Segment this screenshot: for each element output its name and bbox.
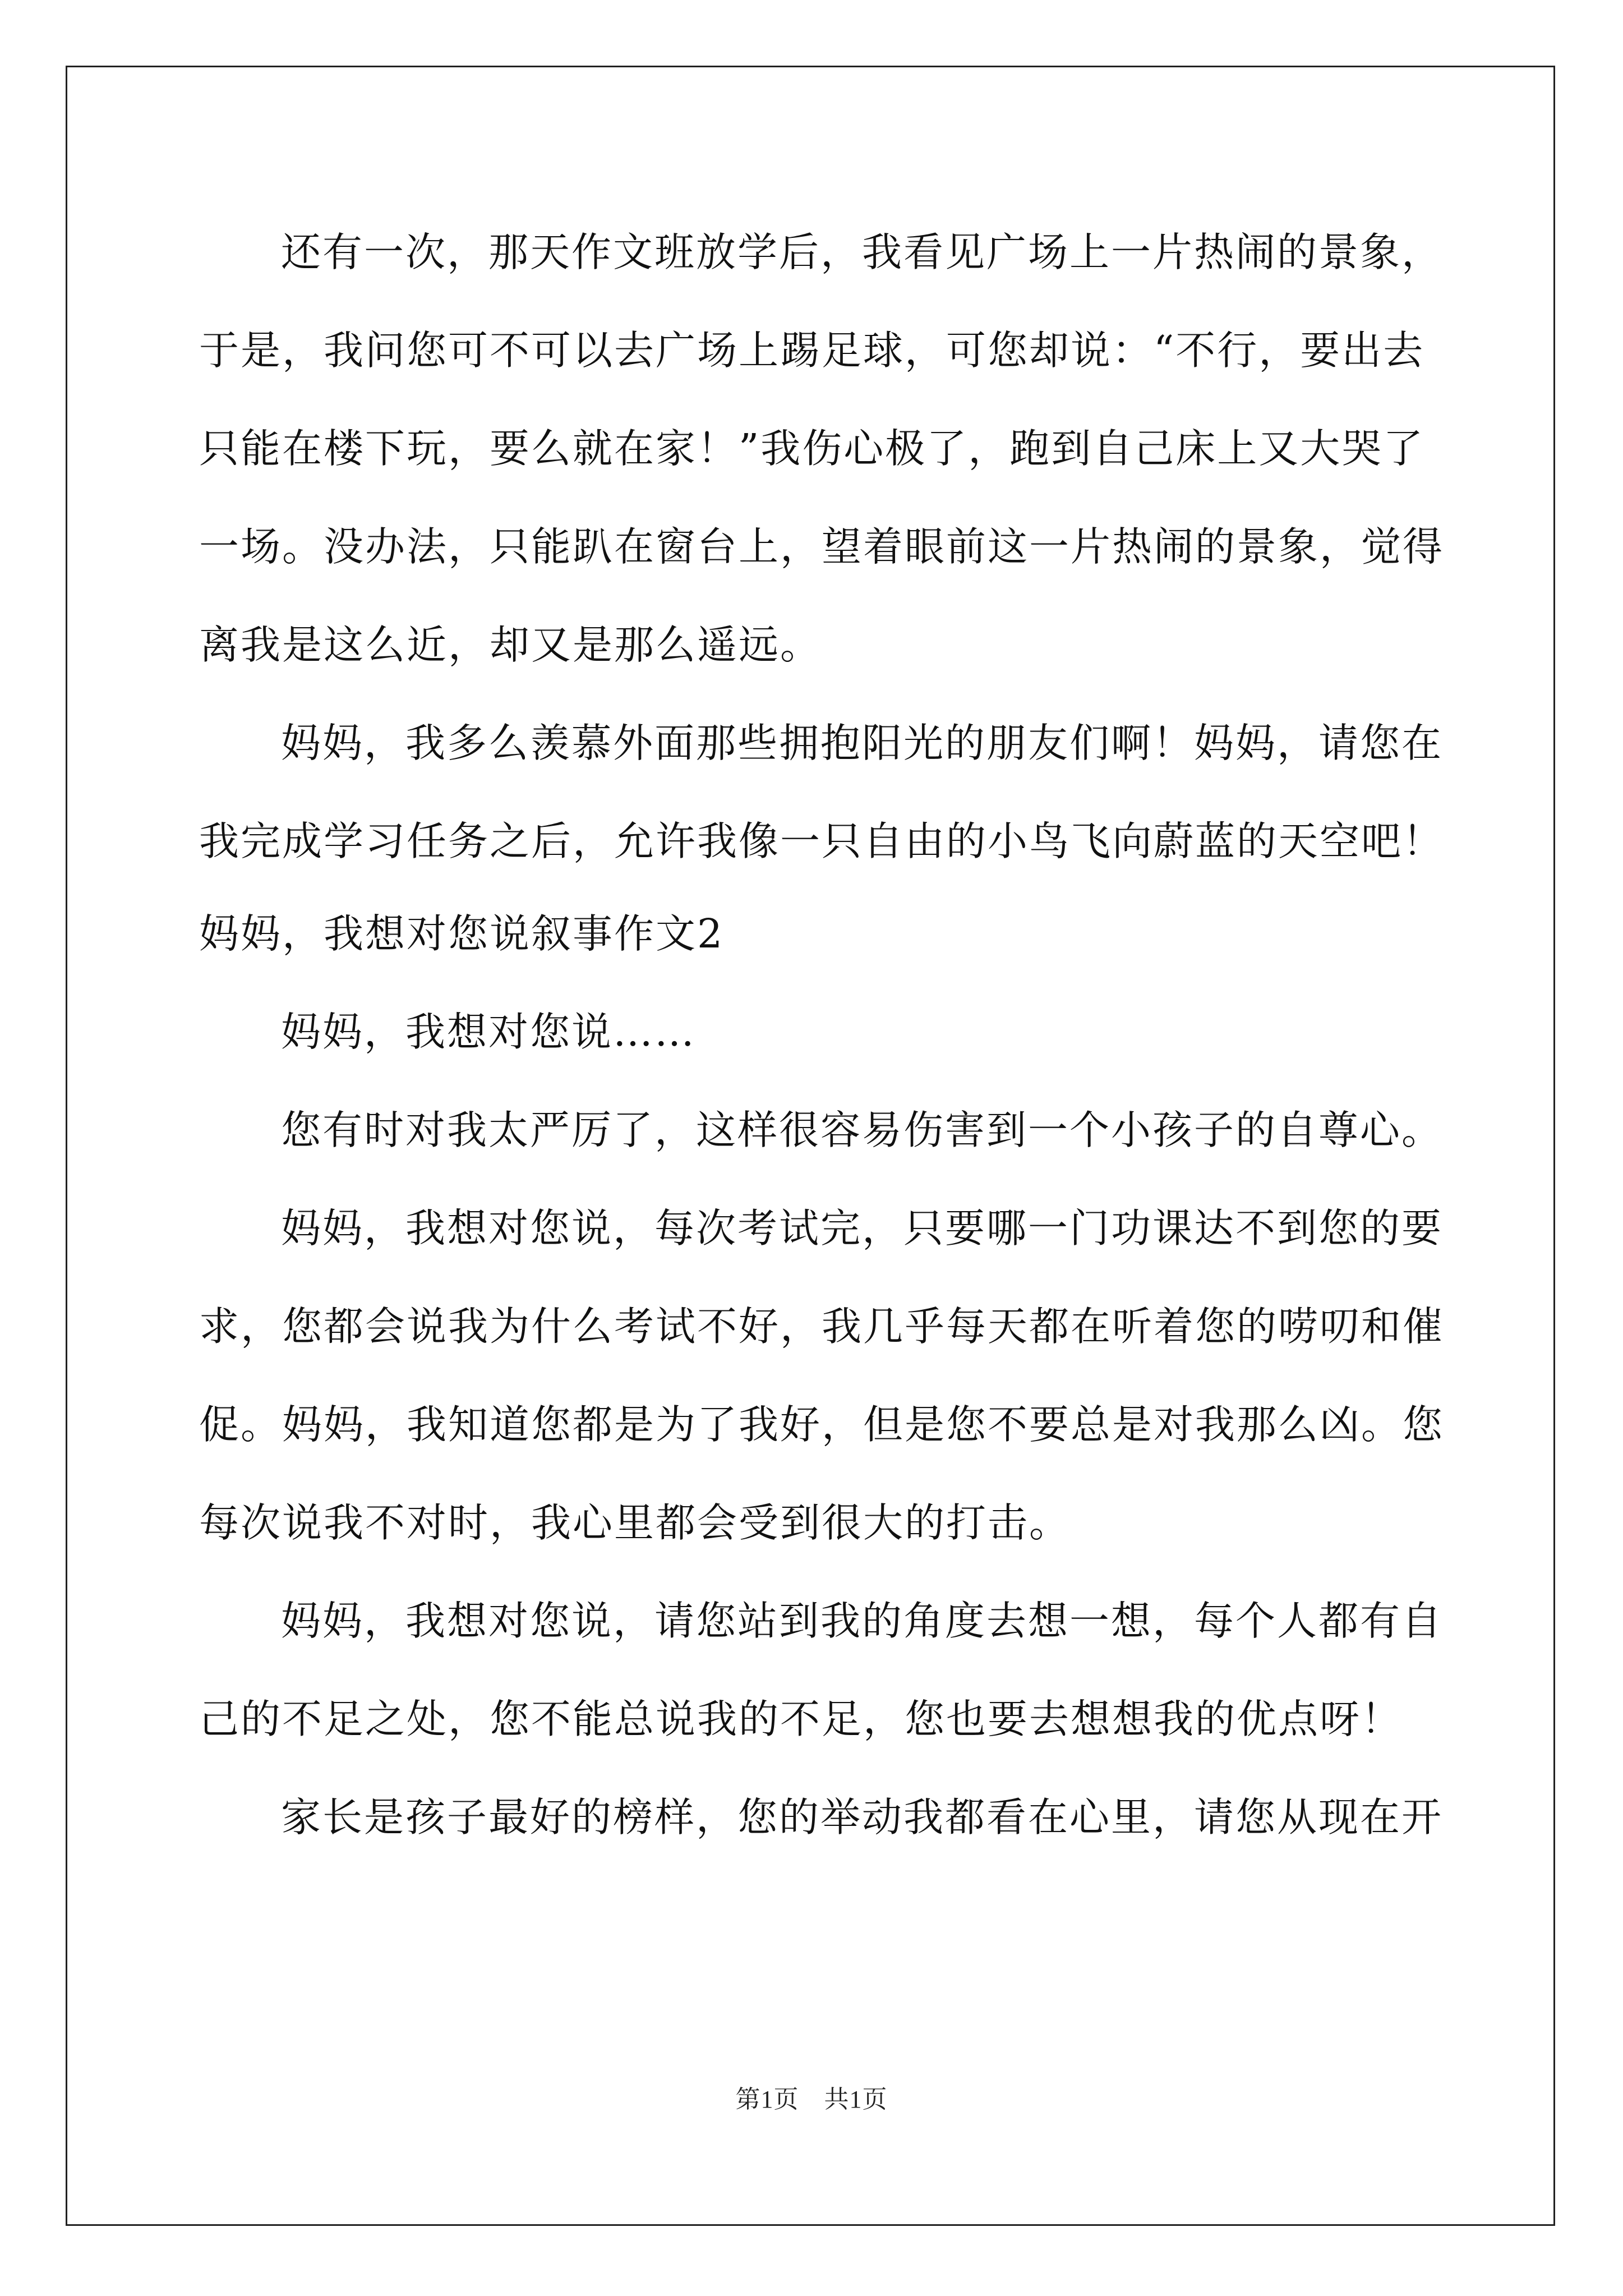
paragraph-line: 促。妈妈，我知道您都是为了我好，但是您不要总是对我那么凶。您 xyxy=(199,1401,1445,1448)
paragraph-line: 己的不足之处，您不能总说我的不足，您也要去想想我的优点呀！ xyxy=(199,1696,1403,1742)
paragraph-line: 妈妈，我想对您说…… xyxy=(281,1009,697,1055)
paragraph-line: 一场。没办法，只能趴在窗台上，望着眼前这一片热闹的景象，觉得 xyxy=(199,523,1445,570)
section-heading: 妈妈，我想对您说叙事作文2 xyxy=(199,910,725,957)
paragraph-line: 我完成学习任务之后，允许我像一只自由的小鸟飞向蔚蓝的天空吧！ xyxy=(199,818,1445,864)
paragraph-line: 离我是这么近，却又是那么遥远。 xyxy=(199,622,822,668)
paragraph-line: 妈妈，我多么羡慕外面那些拥抱阳光的朋友们啊！妈妈，请您在 xyxy=(281,720,1444,766)
paragraph-line: 只能在楼下玩，要么就在家！”我伤心极了，跑到自己床上又大哭了 xyxy=(199,425,1425,472)
paragraph-line: 家长是孩子最好的榜样，您的举动我都看在心里，请您从现在开 xyxy=(281,1794,1444,1841)
paragraph-line: 您有时对我太严厉了，这样很容易伤害到一个小孩子的自尊心。 xyxy=(281,1107,1444,1153)
paragraph-line: 于是，我问您可不可以去广场上踢足球，可您却说：“不行，要出去 xyxy=(199,327,1425,374)
paragraph-line: 每次说我不对时，我心里都会受到很大的打击。 xyxy=(199,1499,1071,1546)
paragraph-line: 妈妈，我想对您说，请您站到我的角度去想一想，每个人都有自 xyxy=(281,1598,1444,1644)
paragraph-line: 还有一次，那天作文班放学后，我看见广场上一片热闹的景象， xyxy=(281,229,1444,275)
page-number-footer: 第1页 共1页 xyxy=(735,2086,888,2113)
paragraph-line: 妈妈，我想对您说，每次考试完，只要哪一门功课达不到您的要 xyxy=(281,1205,1444,1251)
paragraph-line: 求，您都会说我为什么考试不好，我几乎每天都在听着您的唠叨和催 xyxy=(199,1303,1445,1350)
